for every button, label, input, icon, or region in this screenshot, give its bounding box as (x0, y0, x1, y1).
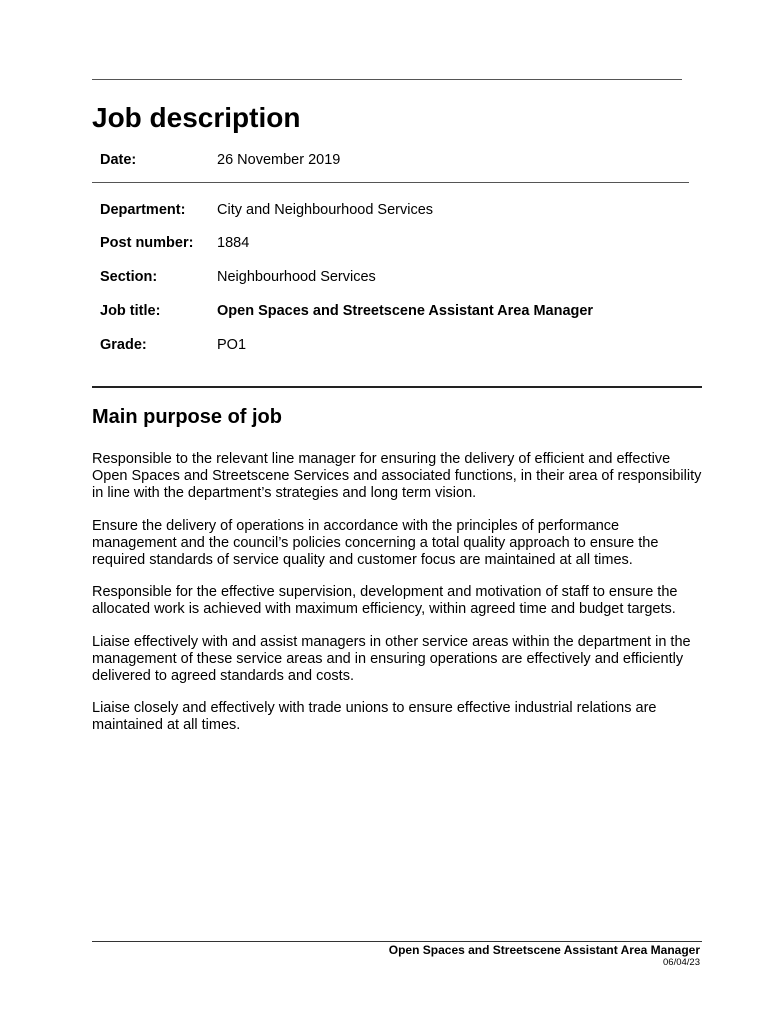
section-divider (92, 386, 702, 388)
field-label: Date: (100, 152, 137, 168)
paragraph: Ensure the delivery of operations in accordance with the principles of performance management and the council’s policies concerning a total quality approach to ensure the required standards of service quality and customer focus are maintained at all times. (92, 517, 659, 569)
field-value-post-number: 1884 (217, 235, 250, 251)
paragraph: Responsible for the effective supervision, development and motivation of staff to ensure the allocated work is achieved with maximum efficiency, within agreed time and budget targets. (92, 584, 678, 618)
paragraph: Liaise closely and effectively with trade unions to ensure effective industrial relations are maintained at all times. (92, 700, 657, 734)
field-label: Department: (100, 202, 186, 218)
field-row-grade (100, 336, 246, 354)
field-row-date (100, 151, 340, 169)
field-row-post-number (100, 234, 249, 252)
top-divider (92, 79, 682, 80)
document-title: Job description (92, 102, 301, 133)
section-heading-main-purpose: Main purpose of job (92, 406, 282, 428)
date-divider (92, 182, 689, 183)
field-value-job-title: Open Spaces and Streetscene Assistant Area Manager (217, 303, 594, 319)
footer-divider (92, 941, 702, 942)
field-value-section: Neighbourhood Services (217, 269, 376, 285)
paragraph: Responsible to the relevant line manager for ensuring the delivery of efficient and effective Open Spaces and Streetscene Services and associated functions, in their area of responsibility in line with the department’s strategies and long term vision. (92, 451, 702, 502)
field-value-department: City and Neighbourhood Services (217, 202, 434, 218)
field-label: Section: (100, 269, 158, 285)
field-value-date: 26 November 2019 (217, 152, 341, 168)
field-value-grade: PO1 (217, 337, 247, 353)
main-purpose-body (92, 451, 704, 750)
field-label: Post number: (100, 235, 194, 251)
field-row-section (100, 268, 376, 286)
field-label: Job title: (100, 303, 161, 319)
field-label: Grade: (100, 337, 147, 353)
footer-job-title: Open Spaces and Streetscene Assistant Area Manager (388, 943, 700, 957)
footer-date: 06/04/23 (663, 957, 700, 968)
paragraph: Liaise effectively with and assist managers in other service areas within the department in the management of these service areas and in ensuring operations are effectively and efficiently delivered to agreed standards and costs. (92, 633, 691, 685)
field-row-department (100, 201, 433, 219)
field-row-job-title (100, 302, 593, 320)
